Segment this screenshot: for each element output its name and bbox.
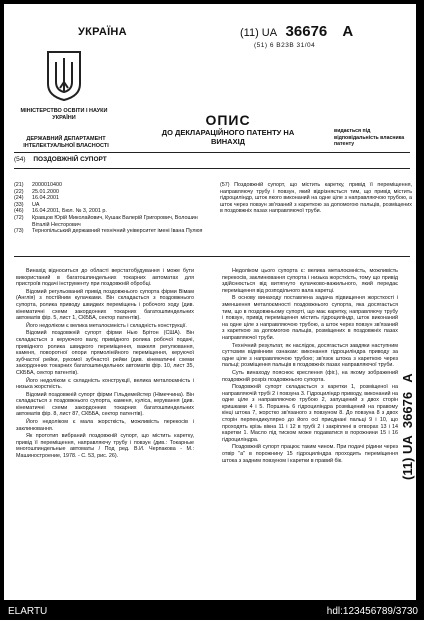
meta-row bbox=[14, 182, 204, 189]
document-subtitle: ДО ДЕКЛАРАЦІЙНОГО ПАТЕНТУ НА ВИНАХІД bbox=[161, 128, 295, 146]
meta-text: UA bbox=[32, 201, 40, 208]
meta-code: (24) bbox=[14, 195, 24, 202]
invention-name: ПОЗДОВЖНІЙ СУПОРТ bbox=[33, 156, 107, 163]
paragraph: Відомий поздовжній супорт фірми Нью Брітон (США). Він складається з керуючого валу, привідного ролика робочої подачі, привідного ролика швидкого переміщення, важеля регулювання, каменя, поворотної опори прямолінійного переміщення, керуючої зубчастої рейки, рукомої зубчастої рейки (див. кінематичні схеми закордонних токарних багатошпиндельних автоматів фір. 10, лист 35, СКББА, сектор патентів). bbox=[16, 330, 194, 376]
meta-code: (33) bbox=[14, 201, 24, 208]
paragraph: В основу винаходу поставлена задача підвищення жорсткості і зменшення металоємності поздовжнього супорта, яка досягається тим, що в поздовжньому супорті, що має каретку, направляючу трубу і повзун, привід переміщення містить гідроциліндр, шток виконаний на одне ціле з направляючою трубою, а шток через повзун зв'язаний з кареткою за допомогою пальців, розміщених в поздовжніх пазах направляючої труби. bbox=[222, 295, 398, 341]
paragraph: Суть винаходу пояснює креслення (фіг.), на якому зображений поздовжній розріз поздовжнього супорта. bbox=[222, 369, 398, 383]
meta-row bbox=[14, 195, 204, 202]
divider-mid bbox=[14, 168, 410, 169]
meta-code: (72) bbox=[14, 214, 24, 221]
paragraph: Його недоліком є складність конструкції, велика металоємність і низька жорсткість. bbox=[16, 377, 194, 391]
meta-text: Тернопільський державний технічний університет імені Івана Пулюя bbox=[32, 228, 203, 235]
paragraph: Технічний результат, як наслідок, досягається завдяки наступним суттєвим відмінним ознакам: виконання гідроциліндра приводу за одне ціле з направляючою трубою; зв'язок штока з кареткою через пальці; розміщення пальців в поздовжніх пазах направляючої труби. bbox=[222, 342, 398, 369]
vertical-doc-number-value: 36676 bbox=[400, 391, 415, 429]
meta-text: 25.01.2000 bbox=[32, 188, 59, 195]
meta-row bbox=[14, 215, 204, 228]
document-number bbox=[240, 23, 359, 40]
repository-label: ELARTU bbox=[8, 606, 48, 617]
paragraph: Відомий поздовжній супорт фірми Гільдемейстер (Німеччина). Він складається з поздовжнього супорта, каменя, куліса, керування (див. кінематичні схеми закордонних токарних багатошпиндельних автоматів фір. 8, лист 87, СКББА, сектор патентів). bbox=[16, 391, 194, 418]
department-name: ДЕРЖАВНИЙ ДЕПАРТАМЕНТ ІНТЕЛЕКТУАЛЬНОЇ ВЛАСНОСТІ bbox=[23, 136, 109, 149]
vertical-doc-prefix: (11) UA bbox=[400, 435, 415, 480]
divider-body bbox=[14, 256, 410, 257]
meta-text: 16.04.2001 bbox=[32, 195, 59, 202]
document-title: ОПИС bbox=[205, 112, 251, 128]
bibliographic-data bbox=[14, 182, 204, 235]
divider-top bbox=[14, 152, 410, 153]
paragraph: Його недоліком є мала жорсткість, можливість перекосів і заклинювання. bbox=[16, 419, 194, 432]
description-column-right bbox=[222, 268, 398, 465]
meta-code: (21) bbox=[14, 182, 24, 188]
patent-claim: (57) Поздовжній супорт, що містить каретку, привід її переміщення, направляючу трубу і повзун, який відрізняється тим, що привід містить гідроциліндр, шток якого виконаний на одне ціле з направляючою трубою, а шток через повзун зв'язаний з кареткою за допомогою пальців, розміщених в поздовжніх пазах направляючої труби. bbox=[220, 182, 412, 215]
invention-code: (54) bbox=[14, 156, 26, 163]
meta-row bbox=[14, 189, 204, 196]
handle-id: hdl:123456789/3730 bbox=[326, 606, 418, 617]
country-name: УКРАЇНА bbox=[78, 26, 127, 38]
doc-kind: A bbox=[342, 23, 354, 40]
meta-text: 16.04.2001, Бюл. № 3, 2001 р. bbox=[32, 208, 107, 215]
paragraph: Недоліком цього супорта є: велика металоємність, можливість перекосів, заклинювання супорта і низька жорсткість, тому що привід здійснюється від витягнуто кулачково-важильного, який передає переміщення від розподільчого вала каретці. bbox=[222, 268, 398, 294]
vertical-doc-number bbox=[400, 354, 416, 484]
paragraph: Його недоліком є велика металоємність і складність конструкції. bbox=[26, 322, 187, 329]
svg-text:(11) UA 36676 bbox=[400, 373, 415, 480]
paragraph: Поздовжній супорт складається з каретки 1, розміщеної на направляючій трубі 2 і повзуна 3. Гідроциліндр приводу, виконаний на одне ціле з направляючою трубою 2, запущений з двох сторін кришками 4 і 5. Поршень 6 гідроциліндра розміщений на правому кінці штока 7, жорстко зв'язаного з повзуном 8. До повзуна 8 з двох сторін перпендикулярно до його осі приєднані пальці 9 і 10, що проходять крізь вікна 11 і 12 в трубі 2 і закріплені в отворах 13 і 14 каретки 1. Масло під тиском може подаватися в порожнини 15 і 16 гідроциліндра. bbox=[222, 384, 398, 443]
doc-prefix: (11) UA bbox=[240, 27, 277, 39]
ipc-class: (51) 6 B23B 31/04 bbox=[254, 42, 316, 49]
paragraph: Відомий регульований привід поздовжнього супорта фірми Вімам (Англія) з постійним кулачками. Він складається з поздовжнього супорта, ролика приводу швидких переміщень і робочого ходу (див. кінематичні схеми закордонних токарних багатошпиндельних автоматів фір. 5, лист 1, СКББА, сектор патентів). bbox=[16, 288, 194, 322]
patent-sheet bbox=[4, 4, 416, 600]
meta-row bbox=[14, 202, 204, 209]
meta-text: 2000010400 bbox=[32, 182, 62, 188]
meta-row bbox=[14, 208, 204, 215]
meta-row bbox=[14, 228, 204, 235]
paragraph: Як прототип вибраний поздовжній супорт, що містить каретку, привід її переміщення, направляючу трубу і повзун (див.: Токарные многошпиндельные автоматы / Под ред. В.И. Черпакова - М.: Машиностроение, 1978. - С. 53, рис. 26). bbox=[16, 433, 194, 460]
meta-code: (22) bbox=[14, 188, 24, 195]
paragraph: Поздовжній супорт працює таким чином. При подачі рідини через отвір "а" в порожнину 15 гідроциліндра проходить переміщення штока з задним повзуном і каретки в правий бік. bbox=[222, 444, 398, 464]
description-column-left bbox=[16, 268, 194, 461]
paragraph: Винахід відноситься до області верстатобудування і може бути використаний в багатошпиндельних токарних автоматах для пристроїв подачі інструменту при поздовжній обробці. bbox=[16, 268, 194, 288]
vertical-doc-kind: A bbox=[400, 373, 415, 383]
meta-code: (73) bbox=[14, 228, 24, 235]
coat-of-arms-icon bbox=[44, 48, 84, 102]
ministry-name: МІНІСТЕРСТВО ОСВІТИ І НАУКИ УКРАЇНИ bbox=[20, 108, 108, 121]
meta-code: (46) bbox=[14, 208, 24, 215]
document-title-block bbox=[148, 112, 308, 146]
meta-text: Кравцов Юрій Миколайович, Кушак Валерій Григорович, Волошин Віталій Несторович bbox=[32, 214, 198, 228]
side-note: видається під відповідальність власника патенту bbox=[334, 128, 405, 147]
invention-title bbox=[14, 156, 107, 163]
doc-number: 36676 bbox=[285, 23, 328, 40]
